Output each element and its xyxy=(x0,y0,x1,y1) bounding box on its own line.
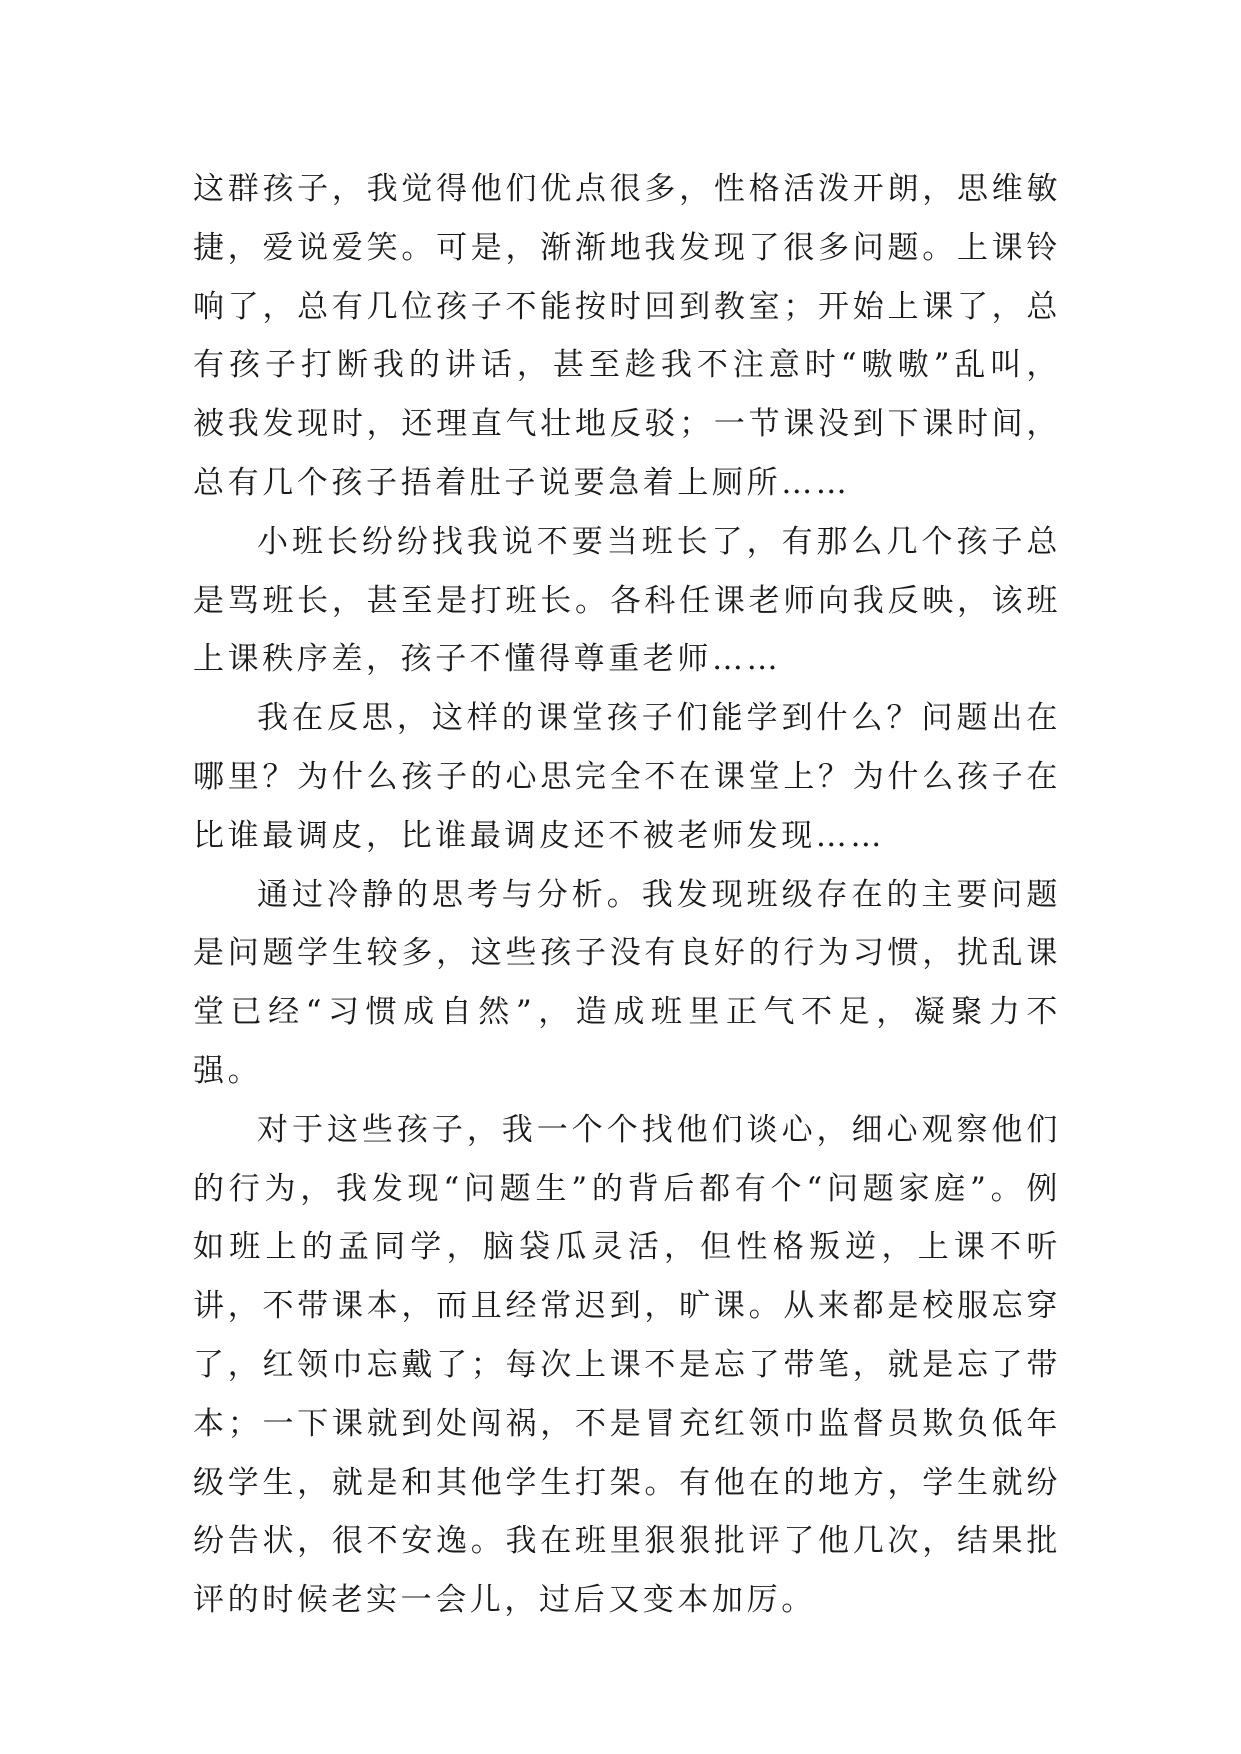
paragraph-3: 我在反思，这样的课堂孩子们能学到什么？问题出在哪里？为什么孩子的心思完全不在课堂上？为什么孩子在比谁最调皮，比谁最调皮还不被老师发现…… xyxy=(193,700,1061,854)
paragraph-4: 通过冷静的思考与分析。我发现班级存在的主要问题是问题学生较多，这些孩子没有良好的行为习惯，扰乱课堂已经“习惯成自然”，造成班里正气不足，凝聚力不强。 xyxy=(193,876,1061,1089)
paragraph-1: 这群孩子，我觉得他们优点很多，性格活泼开朗，思维敏捷，爱说爱笑。可是，渐渐地我发现了很多问题。上课铃响了，总有几位孩子不能按时回到教室；开始上课了，总有孩子打断我的讲话，甚至趁我不注意时“嗷嗷”乱叫，被我发现时，还理直气壮地反驳；一节课没到下课时间，总有几个孩子捂着肚子说要急着上厕所…… xyxy=(193,171,1061,501)
document-body xyxy=(193,160,1061,1630)
paragraph-2: 小班长纷纷找我说不要当班长了，有那么几个孩子总是骂班长，甚至是打班长。各科任课老师向我反映，该班上课秩序差，孩子不懂得尊重老师…… xyxy=(193,523,1061,678)
paragraph-5: 对于这些孩子，我一个个找他们谈心，细心观察他们的行为，我发现“问题生”的背后都有个“问题家庭”。例如班上的孟同学，脑袋瓜灵活，但性格叛逆，上课不听讲，不带课本，而且经常迟到，旷课。从来都是校服忘穿了，红领巾忘戴了；每次上课不是忘了带笔，就是忘了带本；一下课就到处闯祸，不是冒充红领巾监督员欺负低年级学生，就是和其他学生打架。有他在的地方，学生就纷纷告状，很不安逸。我在班里狠狠批评了他几次，结果批评的时候老实一会儿，过后又变本加厉。 xyxy=(193,1111,1061,1619)
